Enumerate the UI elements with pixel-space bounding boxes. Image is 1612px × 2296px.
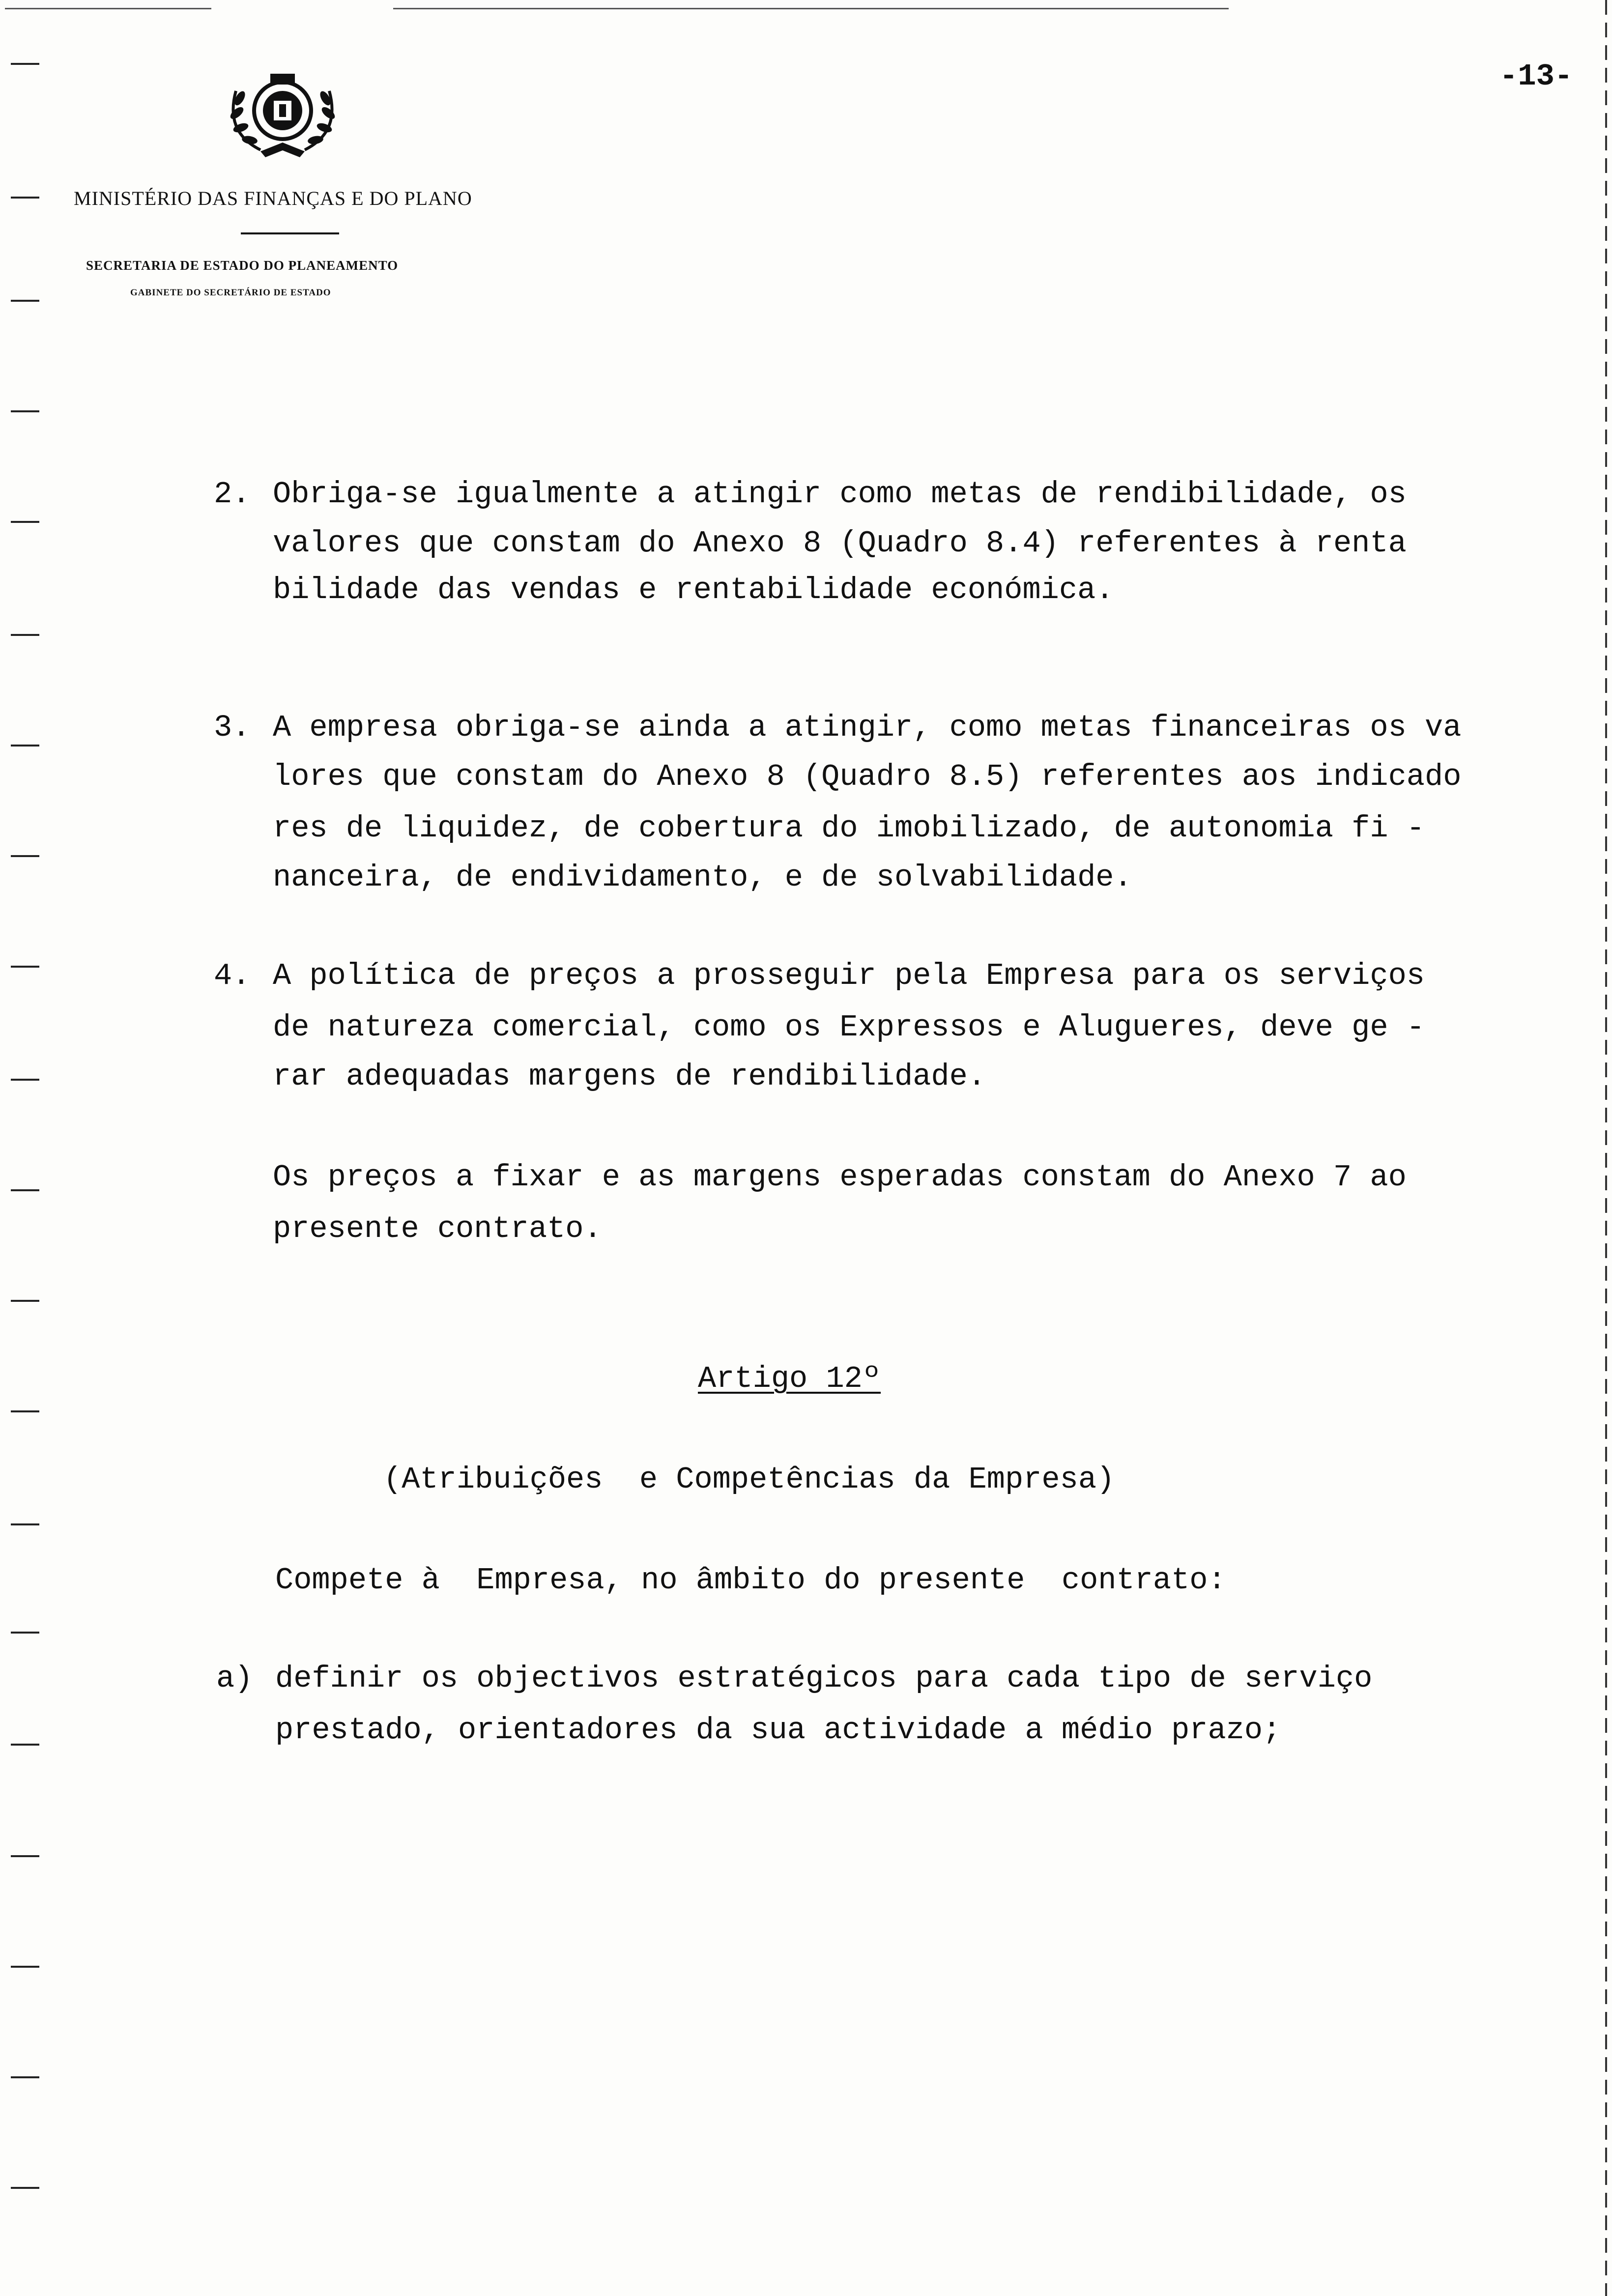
clause-label: a) (216, 1661, 253, 1696)
margin-tick (11, 745, 39, 746)
margin-tick (11, 855, 39, 857)
item-line: nanceira, de endividamento, e de solvabilidade. (273, 860, 1132, 895)
margin-tick (11, 1300, 39, 1302)
item-line: valores que constam do Anexo 8 (Quadro 8.4) referentes à renta (273, 526, 1407, 561)
page-number: -13- (1499, 59, 1573, 94)
margin-tick (11, 1632, 39, 1634)
item-line: A empresa obriga-se ainda a atingir, como metas financeiras os va (273, 710, 1462, 745)
item-line: rar adequadas margens de rendibilidade. (273, 1059, 986, 1094)
item-line: res de liquidez, de cobertura do imobilizado, de autonomia fi - (273, 811, 1425, 846)
gabinete-name: GABINETE DO SECRETÁRIO DE ESTADO (130, 287, 331, 298)
margin-tick (11, 1189, 39, 1191)
margin-tick (11, 634, 39, 636)
item-subline: Os preços a fixar e as margens esperadas constam do Anexo 7 ao (273, 1160, 1407, 1195)
item-number: 3. (214, 710, 251, 745)
margin-tick (11, 63, 39, 65)
scan-edge-rule (1605, 0, 1607, 2296)
margin-tick (11, 1966, 39, 1968)
item-line: lores que constam do Anexo 8 (Quadro 8.5) referentes aos indicado (273, 759, 1462, 794)
item-subline: presente contrato. (273, 1211, 602, 1246)
item-line: Obriga-se igualmente a atingir como metas de rendibilidade, os (273, 477, 1407, 512)
scan-edge-line (393, 8, 1229, 9)
margin-tick (11, 1744, 39, 1746)
item-line: bilidade das vendas e rentabilidade económica. (273, 573, 1114, 607)
item-line: de natureza comercial, como os Expressos e Alugueres, deve ge - (273, 1010, 1425, 1045)
margin-tick (11, 1855, 39, 1857)
clause-line: definir os objectivos estratégicos para cada tipo de serviço (275, 1661, 1373, 1696)
margin-tick (11, 2076, 39, 2078)
coat-of-arms-icon (202, 64, 364, 162)
article-title: Artigo 12º (698, 1361, 881, 1396)
article-subtitle: (Atribuições e Competências da Empresa) (383, 1462, 1115, 1497)
letterhead-divider (241, 232, 339, 234)
clause-line: prestado, orientadores da sua actividade a médio prazo; (275, 1713, 1281, 1748)
item-line: A política de preços a prosseguir pela Empresa para os serviços (273, 958, 1425, 993)
margin-tick (11, 2187, 39, 2189)
margin-tick (11, 1523, 39, 1525)
secretaria-name: SECRETARIA DE ESTADO DO PLANEAMENTO (86, 258, 399, 273)
margin-tick (11, 197, 39, 199)
margin-tick (11, 1079, 39, 1081)
item-number: 4. (214, 958, 251, 993)
ministry-name: MINISTÉRIO DAS FINANÇAS E DO PLANO (74, 187, 472, 209)
margin-tick (11, 410, 39, 412)
article-intro: Compete à Empresa, no âmbito do presente contrato: (275, 1563, 1226, 1598)
margin-tick (11, 300, 39, 302)
item-number: 2. (214, 477, 251, 512)
margin-tick (11, 521, 39, 523)
margin-tick (11, 1410, 39, 1412)
scan-edge-line (5, 8, 211, 9)
margin-tick (11, 966, 39, 968)
